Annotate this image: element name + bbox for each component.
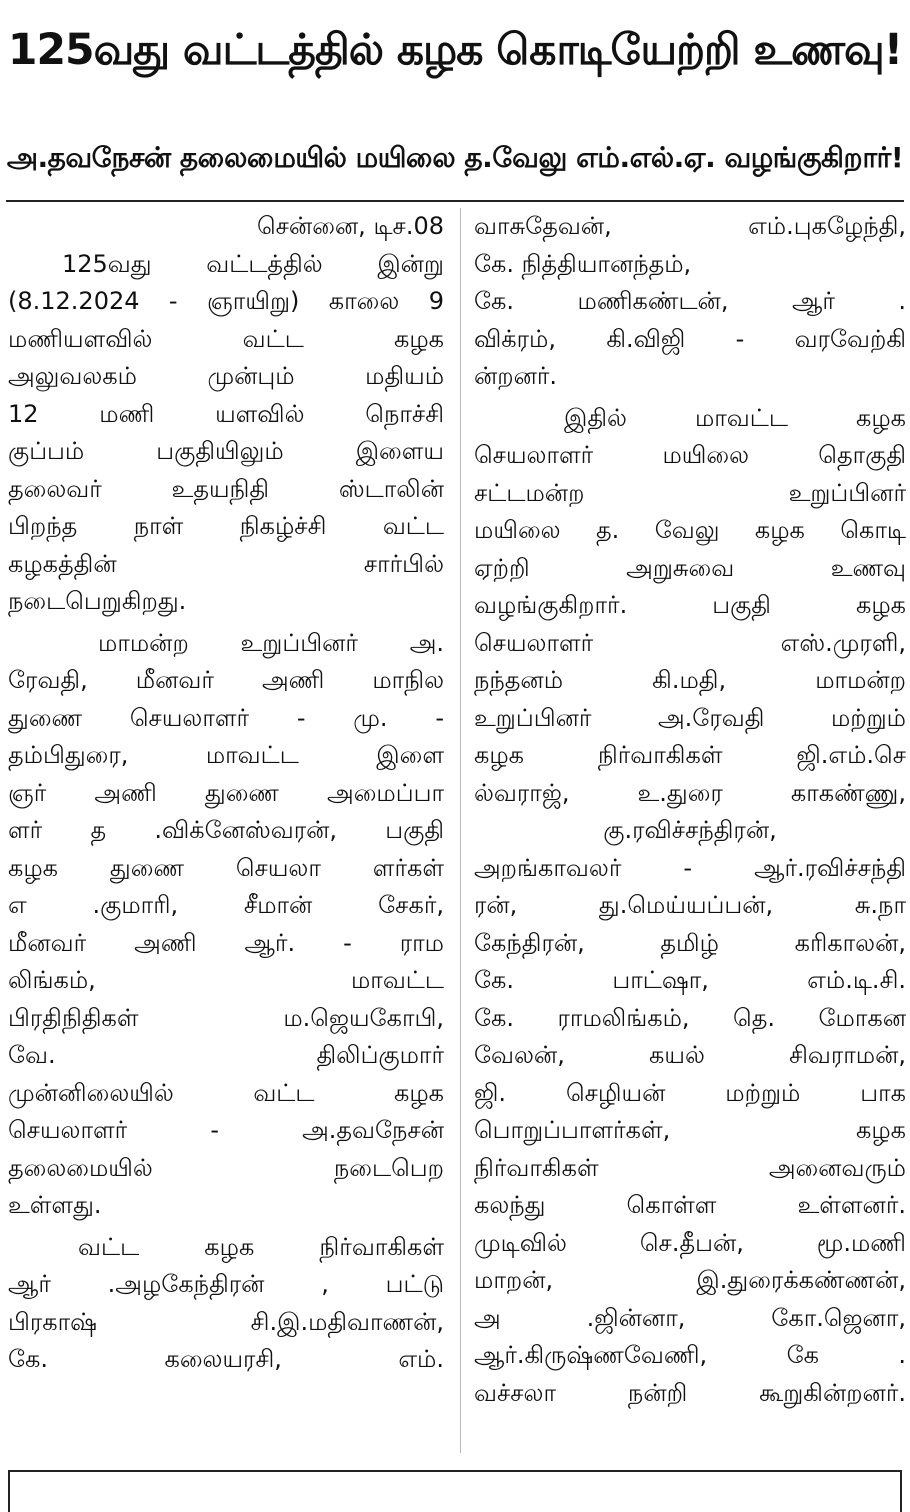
- paragraph-line: அறங்காவலர் - ஆர்.ரவிச்சந்தி: [474, 853, 906, 882]
- paragraph-line: ரன், து.மெய்யப்பன், சு.நா: [474, 891, 906, 919]
- paragraph-line: கழகத்தின் சார்பில்: [8, 549, 444, 578]
- paragraph-line: லிங்கம், மாவட்ட: [8, 966, 444, 994]
- paragraph-line: மாறன், இ.துரைக்கண்ணன்,: [474, 1266, 906, 1294]
- article-column-left: [8, 208, 444, 1379]
- paragraph-line: ன்றனர்.: [474, 362, 558, 390]
- next-article-box: [8, 1470, 902, 1512]
- paragraph-line: பிரகாஷ் சி.இ.மதிவாணன்,: [8, 1307, 444, 1336]
- paragraph-line: முன்னிலையில் வட்ட கழக: [8, 1078, 444, 1107]
- paragraph-line: துணை செயலாளர் - மு. -: [8, 703, 444, 732]
- paragraph-line: வேலன், கயல் சிவராமன்,: [474, 1041, 906, 1069]
- dateline: சென்னை, டிச.08: [256, 212, 444, 240]
- paragraph-line: வச்சலா நன்றி கூறுகின்றனர்.: [474, 1378, 906, 1407]
- paragraph-line: செயலாளர் மயிலை தொகுதி: [474, 441, 906, 469]
- paragraph-line: நந்தனம் கி.மதி, மாமன்ற: [474, 666, 906, 694]
- paragraph-line: அலுவலகம் முன்பும் மதியம்: [8, 362, 444, 390]
- paragraph-line: வாசுதேவன், எம்.புகழேந்தி,: [474, 212, 906, 240]
- paragraph-line: ஜி. செழியன் மற்றும் பாக: [474, 1078, 906, 1107]
- paragraph-line: 12 மணி யளவில் நொச்சி: [8, 399, 444, 428]
- paragraph-line: தம்பிதுரை, மாவட்ட இளை: [8, 741, 444, 769]
- paragraph-line: உறுப்பினர் அ.ரேவதி மற்றும்: [474, 703, 906, 732]
- paragraph-line: உள்ளது.: [8, 1191, 102, 1219]
- paragraph-line: அ .ஜின்னா, கோ.ஜெனா,: [474, 1303, 906, 1332]
- paragraph-line: ரேவதி, மீனவர் அணி மாநில: [8, 666, 444, 694]
- paragraph-line: (8.12.2024 - ஞாயிறு) காலை 9: [8, 287, 444, 315]
- paragraph-line: பிரதிநிதிகள் ம.ஜெயகோபி,: [8, 1003, 444, 1032]
- paragraph-line: கு.ரவிச்சந்திரன்,: [603, 816, 777, 844]
- paragraph-line: நிர்வாகிகள் அனைவரும்: [474, 1153, 906, 1182]
- paragraph-line: கலந்து கொள்ள உள்ளனர்.: [474, 1191, 906, 1219]
- paragraph-line: 125வது வட்டத்தில் இன்று: [62, 249, 444, 278]
- headline-divider: [6, 200, 904, 202]
- paragraph-line: மீனவர் அணி ஆர். - ராம: [8, 928, 444, 957]
- paragraph-line: சட்டமன்ற உறுப்பினர்: [474, 478, 906, 507]
- headline: 125வது வட்டத்தில் கழக கொடியேற்றி உணவு!: [7, 26, 903, 75]
- paragraph-line: ல்வராஜ், உ.துரை காகண்ணு,: [474, 778, 906, 807]
- paragraph-line: செயலாளர் எஸ்.முரளி,: [474, 628, 906, 657]
- paragraph-line: ஆர்.கிருஷ்ணவேணி, கே .: [474, 1341, 906, 1369]
- paragraph-line: மாமன்ற உறுப்பினர் அ.: [98, 628, 444, 657]
- paragraph-line: கே. மணிகண்டன், ஆர் .: [474, 287, 906, 315]
- paragraph-line: மயிலை த. வேலு கழக கொடி: [474, 516, 906, 544]
- article-column-right: [474, 208, 906, 1412]
- paragraph-line: பிறந்த நாள் நிகழ்ச்சி வட்ட: [8, 512, 444, 540]
- paragraph-line: கழக நிர்வாகிகள் ஜி.எம்.செ: [474, 741, 906, 769]
- paragraph-line: கே. கலையரசி, எம்.: [8, 1345, 444, 1373]
- paragraph-line: வழங்குகிறார். பகுதி கழக: [474, 591, 906, 619]
- paragraph-line: ளர் த .விக்னேஸ்வரன், பகுதி: [8, 816, 444, 844]
- paragraph-line: கே. பாட்ஷா, எம்.டி.சி.: [474, 966, 906, 994]
- paragraph-line: ஆர் .அழகேந்திரன் , பட்டு: [8, 1270, 444, 1298]
- paragraph-line: கழக துணை செயலா ளர்கள்: [8, 853, 444, 882]
- paragraph-line: ஞர் அணி துணை அமைப்பா: [8, 778, 444, 807]
- paragraph-line: ஏற்றி அறுசுவை உணவு: [474, 553, 906, 582]
- paragraph-line: பொறுப்பாளர்கள், கழக: [474, 1116, 906, 1144]
- subheadline: அ.தவநேசன் தலைமையில் மயிலை த.வேலு எம்.எல்.ஏ. வழங்குகிறார்!: [6, 141, 904, 174]
- paragraph-line: செயலாளர் - அ.தவநேசன்: [8, 1116, 444, 1144]
- newspaper-clipping: [4, 2, 906, 1492]
- paragraph-line: குப்பம் பகுதியிலும் இளைய: [8, 437, 444, 465]
- column-divider: [460, 208, 461, 1453]
- paragraph-line: மணியளவில் வட்ட கழக: [8, 324, 444, 353]
- paragraph-line: எ .குமாரி, சீமான் சேகர்,: [8, 891, 444, 919]
- paragraph-line: கேந்திரன், தமிழ் கரிகாலன்,: [474, 928, 906, 957]
- paragraph-line: கே. ராமலிங்கம், தெ. மோகன: [474, 1003, 906, 1032]
- paragraph-line: விக்ரம், கி.விஜி - வரவேற்கி: [474, 324, 906, 353]
- paragraph-line: தலைவர் உதயநிதி ஸ்டாலின்: [8, 474, 444, 503]
- paragraph-line: வே. திலிப்குமார்: [8, 1041, 444, 1069]
- paragraph-line: இதில் மாவட்ட கழக: [564, 403, 906, 432]
- paragraph-line: வட்ட கழக நிர்வாகிகள்: [78, 1232, 444, 1261]
- paragraph-line: கே. நித்தியானந்தம்,: [474, 249, 692, 278]
- paragraph-line: நடைபெறுகிறது.: [8, 587, 187, 615]
- paragraph-line: முடிவில் செ.தீபன், மூ.மணி: [474, 1228, 906, 1257]
- paragraph-line: தலைமையில் நடைபெற: [8, 1153, 444, 1182]
